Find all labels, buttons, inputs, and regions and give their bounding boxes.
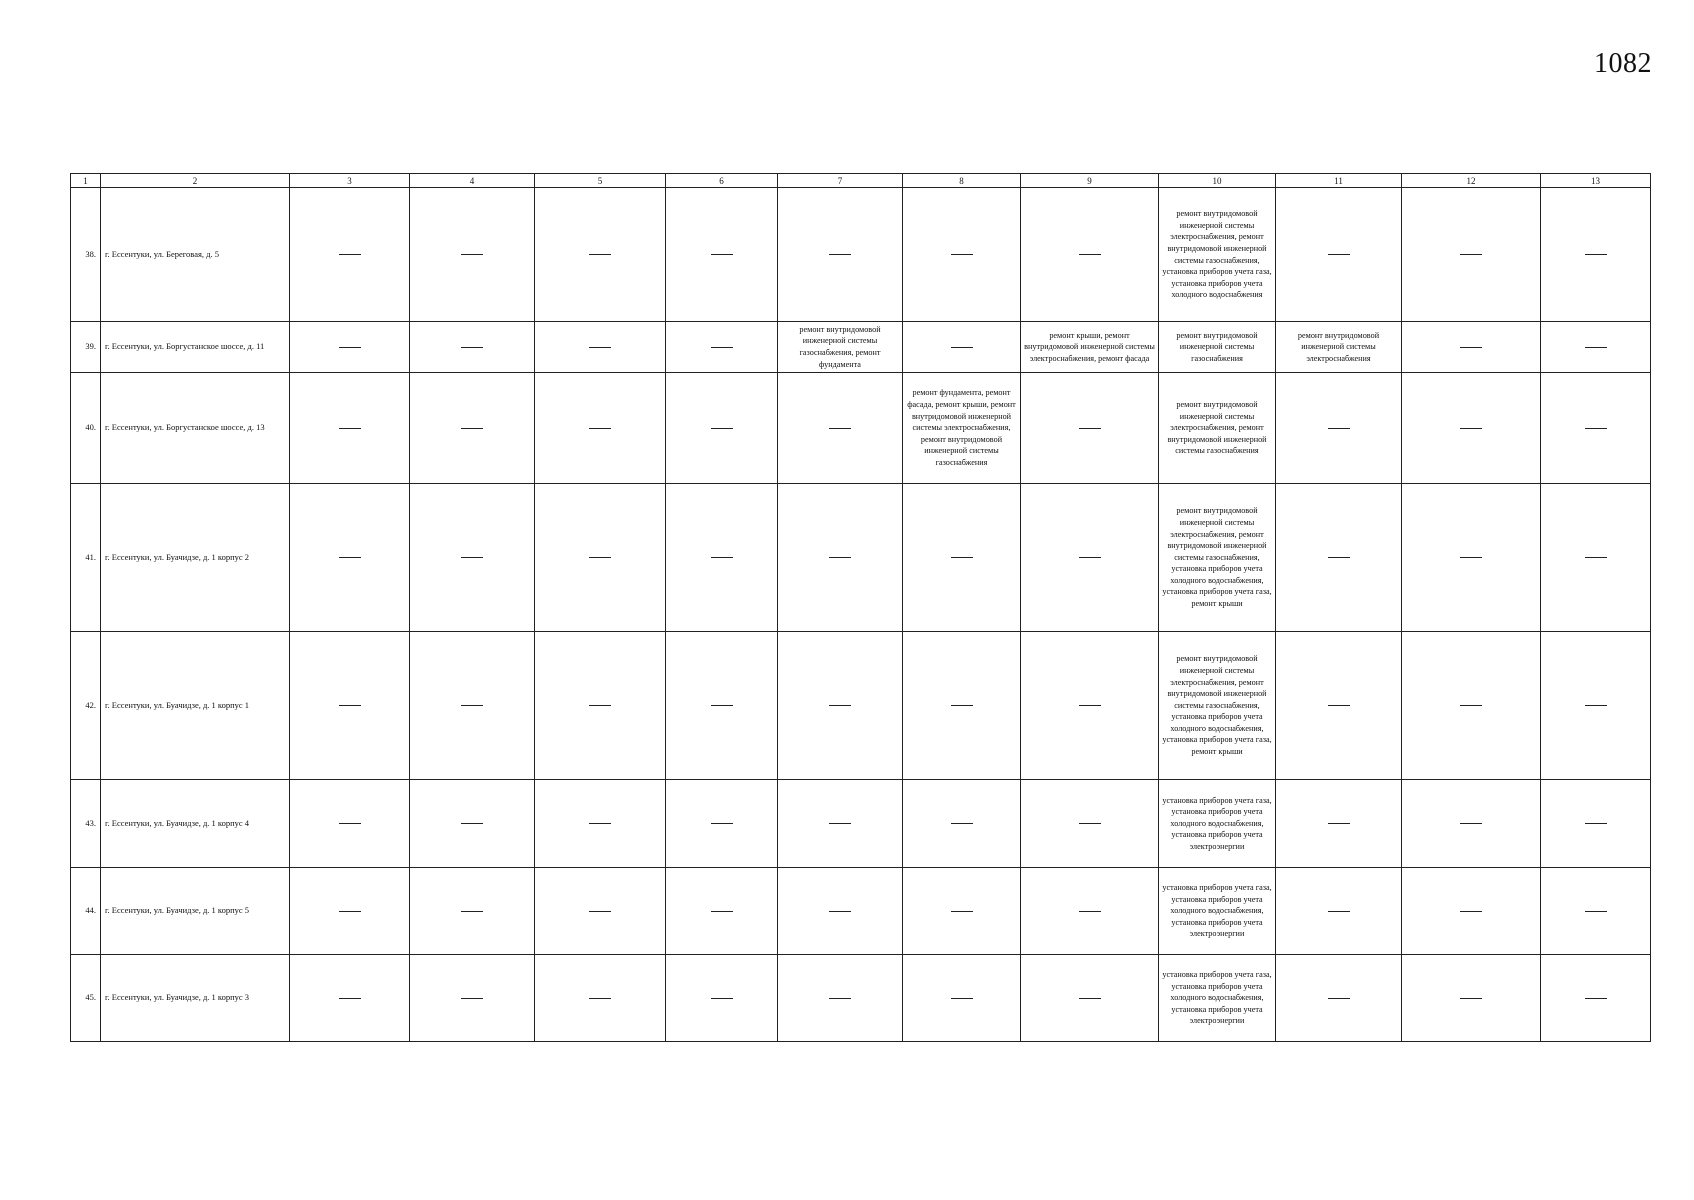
dash-mark	[1585, 998, 1607, 999]
dash-mark	[1079, 428, 1101, 429]
dash-mark	[589, 705, 611, 706]
empty-cell	[1276, 632, 1402, 780]
row-number: 42.	[71, 632, 101, 780]
empty-cell	[1402, 484, 1541, 632]
work-description: ремонт внутридомовой инженерной системы газоснабжения, ремонт фундамента	[778, 322, 903, 373]
dash-mark	[461, 911, 483, 912]
dash-mark	[1079, 823, 1101, 824]
work-description: установка приборов учета газа, установка приборов учета холодного водоснабжения, установка приборов учета электроэнергии	[1159, 955, 1276, 1042]
empty-cell	[778, 484, 903, 632]
empty-cell	[666, 868, 778, 955]
work-description: установка приборов учета газа, установка приборов учета холодного водоснабжения, установка приборов учета электроэнергии	[1159, 868, 1276, 955]
empty-cell	[410, 955, 535, 1042]
dash-mark	[1328, 998, 1350, 999]
empty-cell	[410, 373, 535, 484]
empty-cell	[1541, 868, 1651, 955]
column-number-10: 10	[1159, 174, 1276, 188]
table-row	[71, 322, 1651, 373]
empty-cell	[778, 632, 903, 780]
building-address: г. Ессентуки, ул. Буачидзе, д. 1 корпус 4	[101, 780, 290, 868]
empty-cell	[666, 322, 778, 373]
empty-cell	[1541, 780, 1651, 868]
empty-cell	[666, 188, 778, 322]
empty-cell	[1402, 188, 1541, 322]
dash-mark	[1328, 254, 1350, 255]
column-number-6: 6	[666, 174, 778, 188]
dash-mark	[829, 998, 851, 999]
empty-cell	[290, 373, 410, 484]
dash-mark	[1328, 823, 1350, 824]
empty-cell	[666, 955, 778, 1042]
empty-cell	[903, 780, 1021, 868]
column-number-7: 7	[778, 174, 903, 188]
empty-cell	[778, 188, 903, 322]
dash-mark	[339, 254, 361, 255]
empty-cell	[290, 955, 410, 1042]
work-description: ремонт внутридомовой инженерной системы электроснабжения, ремонт внутридомовой инженерной системы газоснабжения, установка приборов учета холодного водоснабжения, установка приборов учета газа, ремонт крыши	[1159, 484, 1276, 632]
table-row	[71, 955, 1651, 1042]
dash-mark	[589, 998, 611, 999]
dash-mark	[1460, 998, 1482, 999]
empty-cell	[535, 188, 666, 322]
dash-mark	[711, 347, 733, 348]
dash-mark	[1079, 254, 1101, 255]
empty-cell	[290, 322, 410, 373]
dash-mark	[589, 254, 611, 255]
dash-mark	[339, 823, 361, 824]
dash-mark	[1585, 557, 1607, 558]
dash-mark	[1585, 705, 1607, 706]
empty-cell	[410, 632, 535, 780]
empty-cell	[903, 955, 1021, 1042]
dash-mark	[711, 705, 733, 706]
empty-cell	[903, 868, 1021, 955]
dash-mark	[1079, 557, 1101, 558]
empty-cell	[1021, 868, 1159, 955]
dash-mark	[1460, 347, 1482, 348]
empty-cell	[290, 780, 410, 868]
dash-mark	[951, 254, 973, 255]
dash-mark	[1460, 557, 1482, 558]
empty-cell	[1021, 955, 1159, 1042]
empty-cell	[535, 955, 666, 1042]
building-address: г. Ессентуки, ул. Буачидзе, д. 1 корпус 2	[101, 484, 290, 632]
row-number: 39.	[71, 322, 101, 373]
row-number: 38.	[71, 188, 101, 322]
column-number-4: 4	[410, 174, 535, 188]
empty-cell	[1402, 868, 1541, 955]
dash-mark	[1460, 911, 1482, 912]
empty-cell	[666, 373, 778, 484]
empty-cell	[1541, 632, 1651, 780]
dash-mark	[1079, 998, 1101, 999]
empty-cell	[1541, 322, 1651, 373]
dash-mark	[461, 823, 483, 824]
empty-cell	[903, 632, 1021, 780]
dash-mark	[951, 557, 973, 558]
column-number-2: 2	[101, 174, 290, 188]
empty-cell	[778, 373, 903, 484]
dash-mark	[711, 254, 733, 255]
dash-mark	[1460, 705, 1482, 706]
empty-cell	[778, 955, 903, 1042]
empty-cell	[290, 868, 410, 955]
empty-cell	[1276, 955, 1402, 1042]
empty-cell	[410, 484, 535, 632]
dash-mark	[1585, 823, 1607, 824]
dash-mark	[461, 705, 483, 706]
empty-cell	[1402, 632, 1541, 780]
empty-cell	[1276, 868, 1402, 955]
column-number-8: 8	[903, 174, 1021, 188]
empty-cell	[290, 632, 410, 780]
work-description: установка приборов учета газа, установка приборов учета холодного водоснабжения, установка приборов учета электроэнергии	[1159, 780, 1276, 868]
dash-mark	[589, 823, 611, 824]
column-number-13: 13	[1541, 174, 1651, 188]
column-number-row	[71, 174, 1651, 188]
empty-cell	[1541, 484, 1651, 632]
dash-mark	[829, 823, 851, 824]
empty-cell	[1541, 373, 1651, 484]
empty-cell	[1021, 188, 1159, 322]
dash-mark	[1460, 254, 1482, 255]
dash-mark	[1460, 428, 1482, 429]
empty-cell	[1021, 632, 1159, 780]
row-number: 44.	[71, 868, 101, 955]
empty-cell	[535, 632, 666, 780]
dash-mark	[339, 347, 361, 348]
table-row	[71, 780, 1651, 868]
dash-mark	[1328, 911, 1350, 912]
dash-mark	[1328, 705, 1350, 706]
empty-cell	[903, 484, 1021, 632]
dash-mark	[339, 998, 361, 999]
empty-cell	[666, 632, 778, 780]
dash-mark	[1328, 428, 1350, 429]
empty-cell	[290, 484, 410, 632]
dash-mark	[829, 911, 851, 912]
empty-cell	[1541, 188, 1651, 322]
empty-cell	[535, 780, 666, 868]
dash-mark	[951, 347, 973, 348]
dash-mark	[589, 347, 611, 348]
dash-mark	[461, 998, 483, 999]
building-address: г. Ессентуки, ул. Буачидзе, д. 1 корпус 1	[101, 632, 290, 780]
empty-cell	[1402, 373, 1541, 484]
dash-mark	[829, 705, 851, 706]
table-row	[71, 484, 1651, 632]
dash-mark	[1585, 428, 1607, 429]
empty-cell	[1276, 373, 1402, 484]
dash-mark	[589, 557, 611, 558]
building-address: г. Ессентуки, ул. Береговая, д. 5	[101, 188, 290, 322]
empty-cell	[1402, 955, 1541, 1042]
empty-cell	[535, 373, 666, 484]
work-description: ремонт крыши, ремонт внутридомовой инженерной системы электроснабжения, ремонт фасада	[1021, 322, 1159, 373]
building-address: г. Ессентуки, ул. Боргустанское шоссе, д. 13	[101, 373, 290, 484]
row-number: 41.	[71, 484, 101, 632]
work-description: ремонт внутридомовой инженерной системы электроснабжения, ремонт внутридомовой инженерной системы газоснабжения, установка приборов учета газа, установка приборов учета холодного водоснабжения	[1159, 188, 1276, 322]
empty-cell	[778, 868, 903, 955]
dash-mark	[1460, 823, 1482, 824]
dash-mark	[1328, 557, 1350, 558]
building-address: г. Ессентуки, ул. Буачидзе, д. 1 корпус 5	[101, 868, 290, 955]
empty-cell	[778, 780, 903, 868]
dash-mark	[1585, 911, 1607, 912]
row-number: 40.	[71, 373, 101, 484]
empty-cell	[410, 188, 535, 322]
dash-mark	[951, 705, 973, 706]
dash-mark	[1585, 254, 1607, 255]
works-table	[70, 173, 1651, 1042]
empty-cell	[666, 780, 778, 868]
work-description: ремонт внутридомовой инженерной системы электроснабжения, ремонт внутридомовой инженерной системы газоснабжения	[1159, 373, 1276, 484]
building-address: г. Ессентуки, ул. Буачидзе, д. 1 корпус 3	[101, 955, 290, 1042]
column-number-12: 12	[1402, 174, 1541, 188]
empty-cell	[535, 868, 666, 955]
page-number: 1082	[1594, 48, 1652, 79]
dash-mark	[711, 998, 733, 999]
row-number: 43.	[71, 780, 101, 868]
work-description: ремонт фундамента, ремонт фасада, ремонт крыши, ремонт внутридомовой инженерной системы электроснабжения, ремонт внутридомовой инженерной системы газоснабжения	[903, 373, 1021, 484]
dash-mark	[951, 911, 973, 912]
empty-cell	[1276, 780, 1402, 868]
table-row	[71, 188, 1651, 322]
dash-mark	[711, 911, 733, 912]
empty-cell	[903, 188, 1021, 322]
dash-mark	[339, 557, 361, 558]
dash-mark	[951, 823, 973, 824]
dash-mark	[1585, 347, 1607, 348]
empty-cell	[410, 322, 535, 373]
empty-cell	[1402, 322, 1541, 373]
empty-cell	[1541, 955, 1651, 1042]
dash-mark	[589, 428, 611, 429]
dash-mark	[461, 557, 483, 558]
work-description: ремонт внутридомовой инженерной системы газоснабжения	[1159, 322, 1276, 373]
empty-cell	[1021, 484, 1159, 632]
table-row	[71, 632, 1651, 780]
empty-cell	[903, 322, 1021, 373]
dash-mark	[339, 705, 361, 706]
work-description: ремонт внутридомовой инженерной системы электроснабжения	[1276, 322, 1402, 373]
dash-mark	[711, 428, 733, 429]
empty-cell	[1402, 780, 1541, 868]
dash-mark	[711, 557, 733, 558]
dash-mark	[461, 254, 483, 255]
dash-mark	[339, 428, 361, 429]
empty-cell	[410, 780, 535, 868]
column-number-9: 9	[1021, 174, 1159, 188]
dash-mark	[461, 428, 483, 429]
empty-cell	[666, 484, 778, 632]
dash-mark	[829, 428, 851, 429]
column-number-1: 1	[71, 174, 101, 188]
empty-cell	[1021, 373, 1159, 484]
row-number: 45.	[71, 955, 101, 1042]
dash-mark	[339, 911, 361, 912]
dash-mark	[951, 998, 973, 999]
empty-cell	[290, 188, 410, 322]
dash-mark	[589, 911, 611, 912]
works-table-container	[70, 173, 1650, 1042]
table-row	[71, 868, 1651, 955]
building-address: г. Ессентуки, ул. Боргустанское шоссе, д. 11	[101, 322, 290, 373]
column-number-11: 11	[1276, 174, 1402, 188]
dash-mark	[829, 557, 851, 558]
table-row	[71, 373, 1651, 484]
dash-mark	[829, 254, 851, 255]
dash-mark	[461, 347, 483, 348]
empty-cell	[1276, 484, 1402, 632]
dash-mark	[1079, 705, 1101, 706]
empty-cell	[535, 484, 666, 632]
work-description: ремонт внутридомовой инженерной системы электроснабжения, ремонт внутридомовой инженерной системы газоснабжения, установка приборов учета холодного водоснабжения, установка приборов учета газа, ремонт крыши	[1159, 632, 1276, 780]
empty-cell	[535, 322, 666, 373]
column-number-3: 3	[290, 174, 410, 188]
empty-cell	[1276, 188, 1402, 322]
empty-cell	[410, 868, 535, 955]
dash-mark	[711, 823, 733, 824]
dash-mark	[1079, 911, 1101, 912]
column-number-5: 5	[535, 174, 666, 188]
empty-cell	[1021, 780, 1159, 868]
